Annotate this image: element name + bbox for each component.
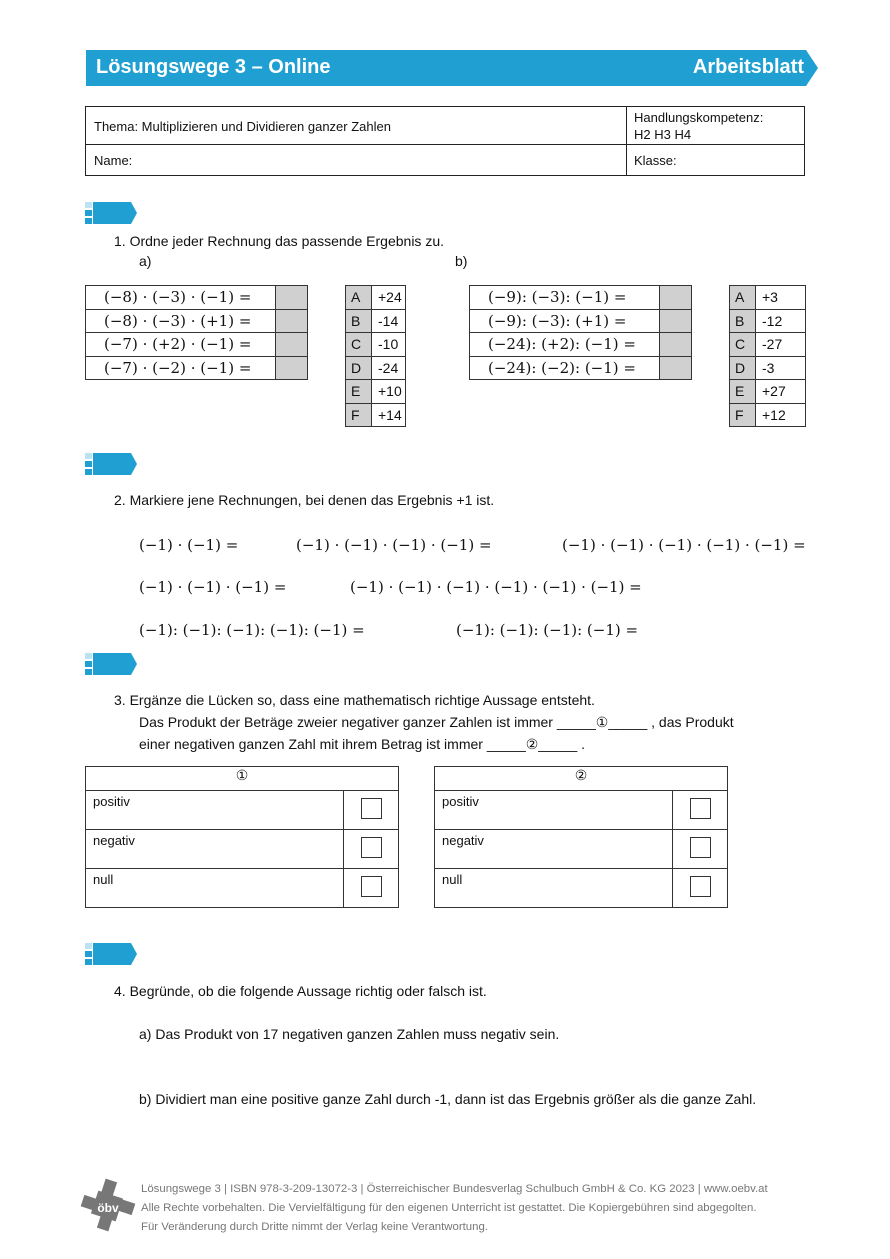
equation-row bbox=[86, 309, 308, 333]
answer-box[interactable] bbox=[276, 356, 308, 380]
task2-expression[interactable]: (−1) · (−1) · (−1) · (−1) = bbox=[296, 536, 492, 554]
answer-value: +12 bbox=[756, 403, 806, 427]
equation: (−8) · (−3) · (−1) = bbox=[86, 286, 276, 310]
answer-row bbox=[730, 286, 806, 310]
task4-statement-b: b) Dividiert man eine positive ganze Zahl durch -1, dann ist das Ergebnis größer als die ganze Zahl. bbox=[139, 1091, 757, 1107]
section-marker-3 bbox=[85, 653, 135, 675]
answer-letter: B bbox=[730, 309, 756, 333]
answer-letter: F bbox=[730, 403, 756, 427]
task1b-answer-table bbox=[729, 285, 806, 427]
option-label: positiv bbox=[86, 791, 344, 830]
name-field[interactable]: Name: bbox=[94, 153, 133, 168]
equation: (−9): (−3): (−1) = bbox=[470, 286, 660, 310]
answer-value: +3 bbox=[756, 286, 806, 310]
task2-expression[interactable]: (−1) · (−1) · (−1) · (−1) · (−1) = bbox=[562, 536, 806, 554]
footer-line-3: Für Veränderung durch Dritte nimmt der Verlag keine Verantwortung. bbox=[141, 1221, 488, 1233]
section-marker-4 bbox=[85, 943, 135, 965]
answer-row bbox=[730, 403, 806, 427]
page-title: Lösungswege 3 – Online bbox=[96, 56, 331, 78]
equation: (−7) · (−2) · (−1) = bbox=[86, 356, 276, 380]
equation-row bbox=[86, 286, 308, 310]
answer-box[interactable] bbox=[660, 286, 692, 310]
answer-value: +24 bbox=[372, 286, 406, 310]
section-marker-1 bbox=[85, 202, 135, 224]
answer-value: -14 bbox=[372, 309, 406, 333]
equation-row bbox=[470, 286, 692, 310]
option-checkbox-cell bbox=[673, 830, 728, 869]
equation: (−24): (−2): (−1) = bbox=[470, 356, 660, 380]
equation-row bbox=[470, 356, 692, 380]
option-label: null bbox=[435, 869, 673, 908]
task4-instruction: 4. Begründe, ob die folgende Aussage richtig oder falsch ist. bbox=[114, 983, 487, 999]
answer-value: +14 bbox=[372, 403, 406, 427]
answer-box[interactable] bbox=[660, 356, 692, 380]
answer-row bbox=[346, 380, 406, 404]
task4-statement-a: a) Das Produkt von 17 negativen ganzen Zahlen muss negativ sein. bbox=[139, 1026, 560, 1042]
equation: (−24): (+2): (−1) = bbox=[470, 333, 660, 357]
title-banner-arrow bbox=[806, 50, 818, 86]
class-field[interactable]: Klasse: bbox=[634, 153, 677, 168]
section-marker-2 bbox=[85, 453, 135, 475]
answer-row bbox=[346, 309, 406, 333]
answer-box[interactable] bbox=[660, 333, 692, 357]
task1-label-b: b) bbox=[455, 253, 468, 269]
task1a-equation-table bbox=[85, 285, 308, 380]
option-label: negativ bbox=[86, 830, 344, 869]
logo-text: öbv bbox=[97, 1201, 119, 1215]
equation-row bbox=[86, 356, 308, 380]
header-table bbox=[85, 106, 805, 176]
equation-row bbox=[470, 333, 692, 357]
answer-box[interactable] bbox=[276, 309, 308, 333]
answer-letter: E bbox=[730, 380, 756, 404]
footer-line-1: Lösungswege 3 | ISBN 978-3-209-13072-3 | Österreichischer Bundesverlag Schulbuch GmbH & Co. KG 2023 | www.oebv.at bbox=[141, 1183, 768, 1195]
option-label: negativ bbox=[435, 830, 673, 869]
answer-row bbox=[730, 380, 806, 404]
choice-table-header: ② bbox=[435, 767, 728, 791]
answer-value: -27 bbox=[756, 333, 806, 357]
task3-statement-line1: Das Produkt der Beträge zweier negativer ganzer Zahlen ist immer _____①_____ , das Produkt bbox=[139, 714, 734, 730]
option-checkbox-cell bbox=[344, 869, 399, 908]
answer-letter: D bbox=[730, 356, 756, 380]
task1a-answer-table bbox=[345, 285, 406, 427]
equation-row bbox=[470, 309, 692, 333]
footer-line-2: Alle Rechte vorbehalten. Die Vervielfältigung für den eigenen Unterricht ist gestattet. Die Kopiergebühren sind abgegolten. bbox=[141, 1202, 757, 1214]
competence-value: H2 H3 H4 bbox=[634, 127, 692, 142]
choice-table-1 bbox=[85, 766, 399, 908]
option-checkbox-cell bbox=[344, 830, 399, 869]
answer-box[interactable] bbox=[276, 286, 308, 310]
task2-expression[interactable]: (−1): (−1): (−1): (−1): (−1) = bbox=[139, 621, 365, 639]
option-checkbox-cell bbox=[673, 869, 728, 908]
task3-instruction: 3. Ergänze die Lücken so, dass eine mathematisch richtige Aussage entsteht. bbox=[114, 692, 595, 708]
answer-letter: A bbox=[730, 286, 756, 310]
checkbox[interactable] bbox=[690, 876, 711, 897]
answer-row bbox=[346, 286, 406, 310]
answer-value: -24 bbox=[372, 356, 406, 380]
answer-row bbox=[730, 333, 806, 357]
answer-letter: D bbox=[346, 356, 372, 380]
answer-letter: B bbox=[346, 309, 372, 333]
equation: (−8) · (−3) · (+1) = bbox=[86, 309, 276, 333]
checkbox[interactable] bbox=[690, 837, 711, 858]
task1-instruction: 1. Ordne jeder Rechnung das passende Ergebnis zu. bbox=[114, 233, 444, 249]
answer-row bbox=[346, 333, 406, 357]
task2-expression[interactable]: (−1): (−1): (−1): (−1) = bbox=[456, 621, 639, 639]
option-label: null bbox=[86, 869, 344, 908]
answer-letter: E bbox=[346, 380, 372, 404]
option-label: positiv bbox=[435, 791, 673, 830]
answer-row bbox=[730, 356, 806, 380]
option-checkbox-cell bbox=[673, 791, 728, 830]
answer-value: +10 bbox=[372, 380, 406, 404]
answer-value: -3 bbox=[756, 356, 806, 380]
checkbox[interactable] bbox=[361, 876, 382, 897]
equation-row bbox=[86, 333, 308, 357]
answer-letter: A bbox=[346, 286, 372, 310]
task3-statement-line2: einer negativen ganzen Zahl mit ihrem Betrag ist immer _____②_____ . bbox=[139, 736, 586, 752]
option-checkbox-cell bbox=[344, 791, 399, 830]
task2-instruction: 2. Markiere jene Rechnungen, bei denen das Ergebnis +1 ist. bbox=[114, 492, 495, 508]
task1b-equation-table bbox=[469, 285, 692, 380]
answer-value: -10 bbox=[372, 333, 406, 357]
answer-letter: C bbox=[730, 333, 756, 357]
answer-row bbox=[730, 309, 806, 333]
answer-row bbox=[346, 356, 406, 380]
task2-expression[interactable]: (−1) · (−1) · (−1) · (−1) · (−1) · (−1) = bbox=[350, 578, 642, 596]
answer-box[interactable] bbox=[276, 333, 308, 357]
answer-value: +27 bbox=[756, 380, 806, 404]
competence-label: Handlungskompetenz: bbox=[634, 110, 764, 125]
equation: (−9): (−3): (+1) = bbox=[470, 309, 660, 333]
worksheet-label: Arbeitsblatt bbox=[692, 56, 804, 78]
topic-field: Thema: Multiplizieren und Dividieren ganzer Zahlen bbox=[94, 119, 391, 134]
answer-box[interactable] bbox=[660, 309, 692, 333]
answer-letter: C bbox=[346, 333, 372, 357]
checkbox[interactable] bbox=[361, 798, 382, 819]
task2-expression[interactable]: (−1) · (−1) = bbox=[139, 536, 239, 554]
checkbox[interactable] bbox=[361, 837, 382, 858]
choice-table-2 bbox=[434, 766, 728, 908]
answer-row bbox=[346, 403, 406, 427]
answer-value: -12 bbox=[756, 309, 806, 333]
task2-expression[interactable]: (−1) · (−1) · (−1) = bbox=[139, 578, 287, 596]
answer-letter: F bbox=[346, 403, 372, 427]
equation: (−7) · (+2) · (−1) = bbox=[86, 333, 276, 357]
task1-label-a: a) bbox=[139, 253, 152, 269]
checkbox[interactable] bbox=[690, 798, 711, 819]
oebv-logo-icon bbox=[80, 1178, 136, 1234]
choice-table-header: ① bbox=[86, 767, 399, 791]
